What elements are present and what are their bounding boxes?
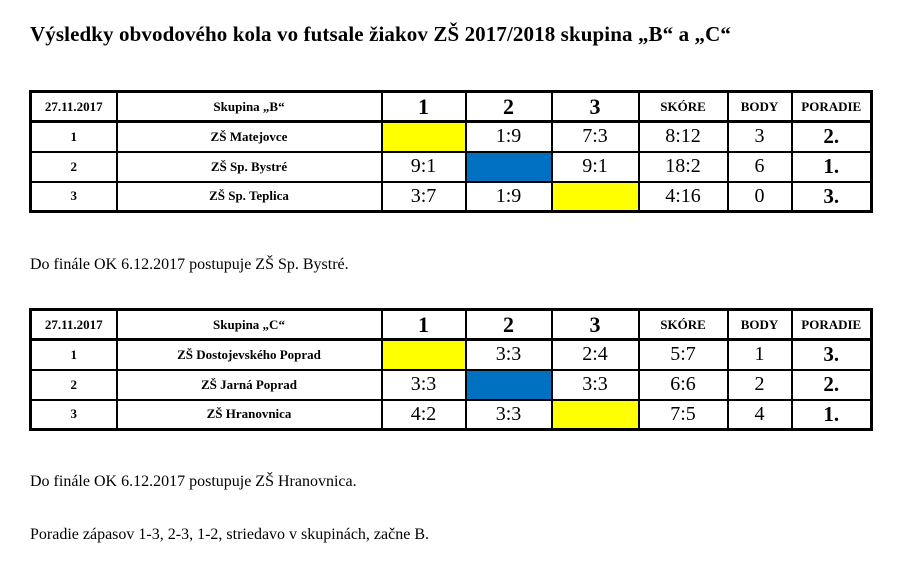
skore-cell: 18:2 [639, 152, 728, 182]
table-row [31, 400, 872, 430]
skore-cell: 6:6 [639, 370, 728, 400]
self-match-cell [382, 340, 466, 370]
body-header: BODY [728, 92, 792, 122]
self-match-cell [466, 152, 552, 182]
poradie-cell: 2. [792, 370, 872, 400]
row-number: 1 [31, 122, 117, 152]
table-row [31, 340, 872, 370]
poradie-header: PORADIE [792, 92, 872, 122]
self-match-cell [552, 182, 639, 212]
body-cell: 3 [728, 122, 792, 152]
team-name: ZŠ Sp. Bystré [117, 152, 382, 182]
column-header-3: 3 [552, 310, 639, 340]
poradie-cell: 1. [792, 152, 872, 182]
self-match-cell [552, 400, 639, 430]
row-number: 2 [31, 152, 117, 182]
team-name: ZŠ Matejovce [117, 122, 382, 152]
team-name: ZŠ Jarná Poprad [117, 370, 382, 400]
match-order-note: Poradie zápasov 1-3, 2-3, 1-2, striedavo v skupinách, začne B. [30, 526, 429, 543]
table-row [31, 182, 872, 212]
group-c-table [29, 308, 873, 431]
skore-cell: 4:16 [639, 182, 728, 212]
final-note-c: Do finále OK 6.12.2017 postupuje ZŠ Hranovnica. [30, 473, 357, 490]
skore-header: SKÓRE [639, 92, 728, 122]
final-note-b: Do finále OK 6.12.2017 postupuje ZŠ Sp. Bystré. [30, 256, 349, 273]
team-name: ZŠ Hranovnica [117, 400, 382, 430]
body-cell: 4 [728, 400, 792, 430]
page-title: Výsledky obvodového kola vo futsale žiakov ZŠ 2017/2018 skupina „B“ a „C“ [30, 22, 732, 46]
body-cell: 0 [728, 182, 792, 212]
group-label: Skupina „B“ [117, 92, 382, 122]
row-number: 1 [31, 340, 117, 370]
group-label: Skupina „C“ [117, 310, 382, 340]
self-match-cell [466, 370, 552, 400]
skore-cell: 8:12 [639, 122, 728, 152]
row-number: 3 [31, 182, 117, 212]
column-header-1: 1 [382, 92, 466, 122]
table-header-row [31, 310, 872, 340]
date-cell: 27.11.2017 [31, 92, 117, 122]
self-match-cell [382, 122, 466, 152]
table-row [31, 152, 872, 182]
table-header-row [31, 92, 872, 122]
date-cell: 27.11.2017 [31, 310, 117, 340]
result-cell: 9:1 [382, 152, 466, 182]
poradie-cell: 2. [792, 122, 872, 152]
body-cell: 6 [728, 152, 792, 182]
result-cell: 3:3 [552, 370, 639, 400]
result-cell: 1:9 [466, 122, 552, 152]
result-cell: 3:7 [382, 182, 466, 212]
column-header-3: 3 [552, 92, 639, 122]
poradie-header: PORADIE [792, 310, 872, 340]
table-row [31, 122, 872, 152]
skore-cell: 7:5 [639, 400, 728, 430]
group-b-table [29, 90, 873, 213]
result-cell: 4:2 [382, 400, 466, 430]
column-header-1: 1 [382, 310, 466, 340]
skore-cell: 5:7 [639, 340, 728, 370]
body-cell: 2 [728, 370, 792, 400]
skore-header: SKÓRE [639, 310, 728, 340]
result-cell: 7:3 [552, 122, 639, 152]
poradie-cell: 3. [792, 340, 872, 370]
poradie-cell: 3. [792, 182, 872, 212]
result-cell: 3:3 [466, 400, 552, 430]
team-name: ZŠ Dostojevského Poprad [117, 340, 382, 370]
body-header: BODY [728, 310, 792, 340]
team-name: ZŠ Sp. Teplica [117, 182, 382, 212]
column-header-2: 2 [466, 310, 552, 340]
table-row [31, 370, 872, 400]
result-cell: 2:4 [552, 340, 639, 370]
poradie-cell: 1. [792, 400, 872, 430]
result-cell: 3:3 [466, 340, 552, 370]
result-cell: 3:3 [382, 370, 466, 400]
result-cell: 9:1 [552, 152, 639, 182]
column-header-2: 2 [466, 92, 552, 122]
row-number: 2 [31, 370, 117, 400]
body-cell: 1 [728, 340, 792, 370]
row-number: 3 [31, 400, 117, 430]
result-cell: 1:9 [466, 182, 552, 212]
